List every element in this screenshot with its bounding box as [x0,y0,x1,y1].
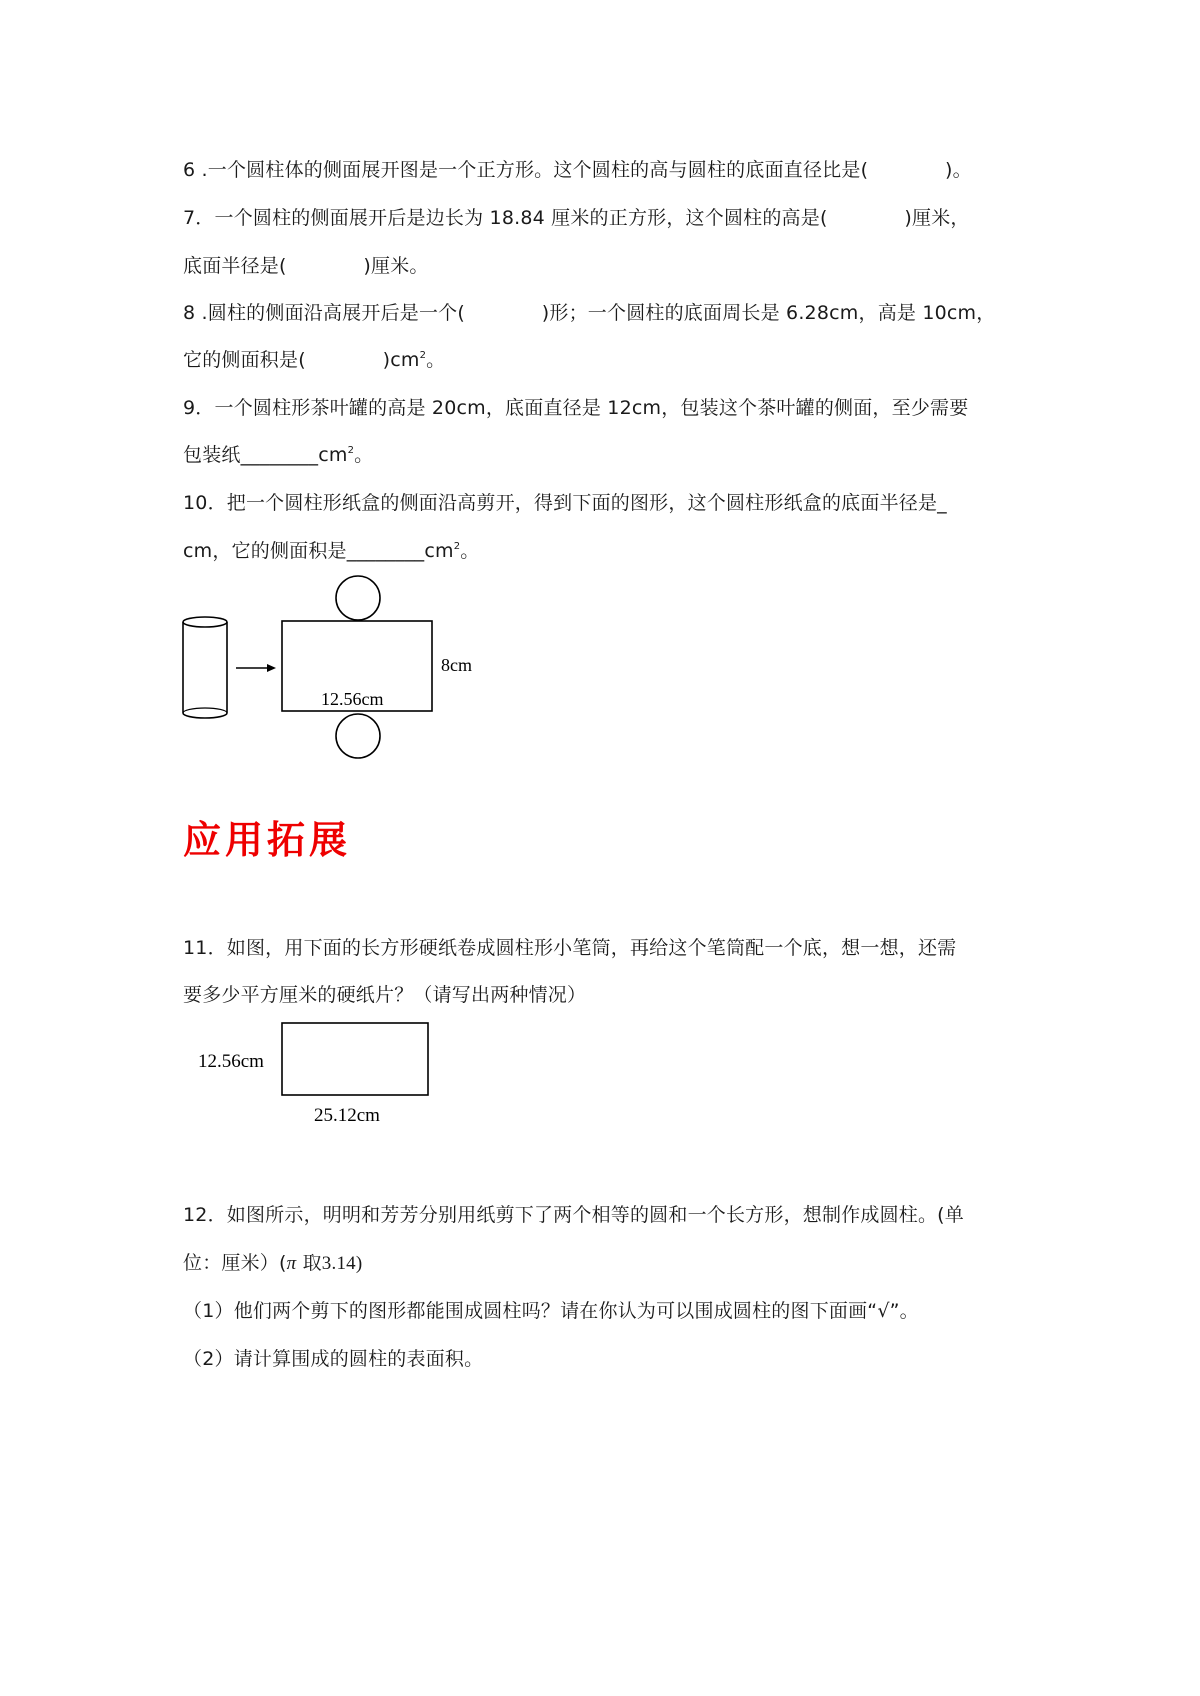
question-7-line-2: 底面半径是( )厘米。 [183,255,429,277]
cylinder-bottom [183,713,227,718]
net-height-label: 8cm [441,655,472,675]
question-9-line-2-end: 。 [354,444,374,466]
cardboard-rectangle [282,1023,428,1095]
question-12-sub-2: （2）请计算围成的圆柱的表面积。 [183,1348,484,1370]
net-bottom-circle [336,714,380,758]
question-10-line-2-text: cm，它的侧面积是________cm [183,540,454,562]
arrow-head-icon [267,664,276,672]
pi-value: 3.14) [321,1253,363,1274]
question-9-line-2-text: 包装纸________cm [183,444,348,466]
question-12-unit-text: 位：厘米）( [183,1252,287,1274]
question-11-line-2: 要多少平方厘米的硬纸片？（请写出两种情况） [183,984,587,1006]
square-superscript: 2 [347,445,355,456]
question-10-line-2 [183,538,479,564]
rectangle-height-label: 12.56cm [198,1051,264,1072]
question-8-line-2-end: 。 [426,349,446,371]
section-heading: 应用拓展 [183,817,352,862]
pi-symbol: π [286,1253,297,1274]
question-11-line-1: 11．如图，用下面的长方形硬纸卷成圆柱形小笔筒，再给这个笔筒配一个底，想一想，还需 [183,937,957,959]
square-superscript: 2 [419,350,427,361]
question-10-line-1: 10．把一个圆柱形纸盒的侧面沿高剪开，得到下面的图形，这个圆柱形纸盒的底面半径是_ [183,492,947,514]
question-8-line-2 [183,347,445,373]
question-9-line-2 [183,442,373,468]
question-8-line-1: 8 .圆柱的侧面沿高展开后是一个( )形；一个圆柱的底面周长是 6.28cm，高是 10cm， [183,302,996,324]
question-12-line-2 [183,1250,362,1277]
rectangle-figure [190,1015,450,1130]
question-8-line-2-text: 它的侧面积是( )cm [183,349,420,371]
cylinder-top [183,617,227,627]
question-9-line-1: 9．一个圆柱形茶叶罐的高是 20cm，底面直径是 12cm，包装这个茶叶罐的侧面，至少需要 [183,397,969,419]
question-12-line-1: 12．如图所示，明明和芳芳分别用纸剪下了两个相等的圆和一个长方形，想制作成圆柱。(单 [183,1204,964,1226]
question-10-line-2-end: 。 [460,540,480,562]
question-12-sub-1: （1）他们两个剪下的图形都能围成圆柱吗？请在你认为可以围成圆柱的图下面画“√”。 [183,1300,919,1322]
net-width-label: 12.56cm [321,689,384,709]
square-superscript: 2 [453,541,461,552]
cylinder-bottom-back [183,708,227,713]
cylinder-net-figure [175,575,495,765]
question-6-line-1: 6 .一个圆柱体的侧面展开图是一个正方形。这个圆柱的高与圆柱的底面直径比是( )。 [183,159,972,181]
question-12-take-text: 取 [296,1252,322,1274]
net-top-circle [336,576,380,620]
question-7-line-1: 7．一个圆柱的侧面展开后是边长为 18.84 厘米的正方形，这个圆柱的高是( )厘米， [183,207,970,229]
rectangle-width-label: 25.12cm [314,1105,380,1126]
